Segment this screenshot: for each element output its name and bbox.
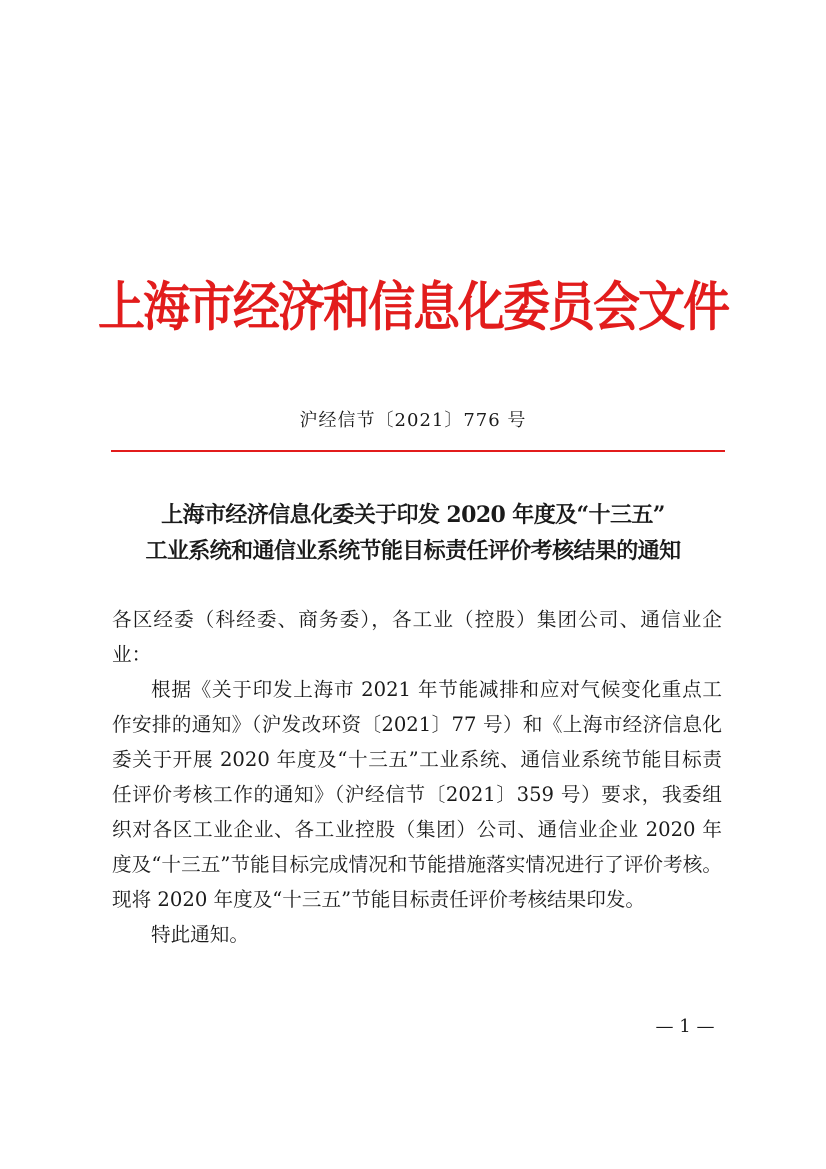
title-line-2: 工业系统和通信业系统节能目标责任评价考核结果的通知 bbox=[145, 538, 681, 564]
closing-line: 特此通知。 bbox=[151, 923, 249, 946]
document-body bbox=[112, 602, 722, 952]
document-title bbox=[60, 497, 766, 569]
document-number: 沪经信节〔2021〕776 号 bbox=[299, 410, 527, 431]
red-divider-line bbox=[111, 450, 725, 452]
salutation: 各区经委（科经委、商务委），各工业（控股）集团公司、通信业企业： bbox=[112, 608, 722, 666]
body-paragraph: 根据《关于印发上海市 2021 年节能减排和应对气候变化重点工作安排的通知》（沪发改环资〔2021〕77 号）和《上海市经济信息化委关于开展 2020 年度及“十三五”工业系统、通信业系统节能目标责任评价考核工作的通知》（沪经信节〔2021〕359 号）要求，我委组织对各区工业企业、各工业控股（集团）公司、通信业企业 2020 年度及“十三五”节能目标完成情况和节能措施落实情况进行了评价考核。现将 2020 年度及“十三五”节能目标责任评价考核结果印发。 bbox=[112, 678, 722, 911]
document-masthead: 上海市经济和信息化委员会文件 bbox=[98, 276, 728, 339]
title-line-1: 上海市经济信息化委关于印发 2020 年度及“十三五” bbox=[161, 502, 665, 528]
page-number: — 1 — bbox=[655, 1016, 715, 1037]
